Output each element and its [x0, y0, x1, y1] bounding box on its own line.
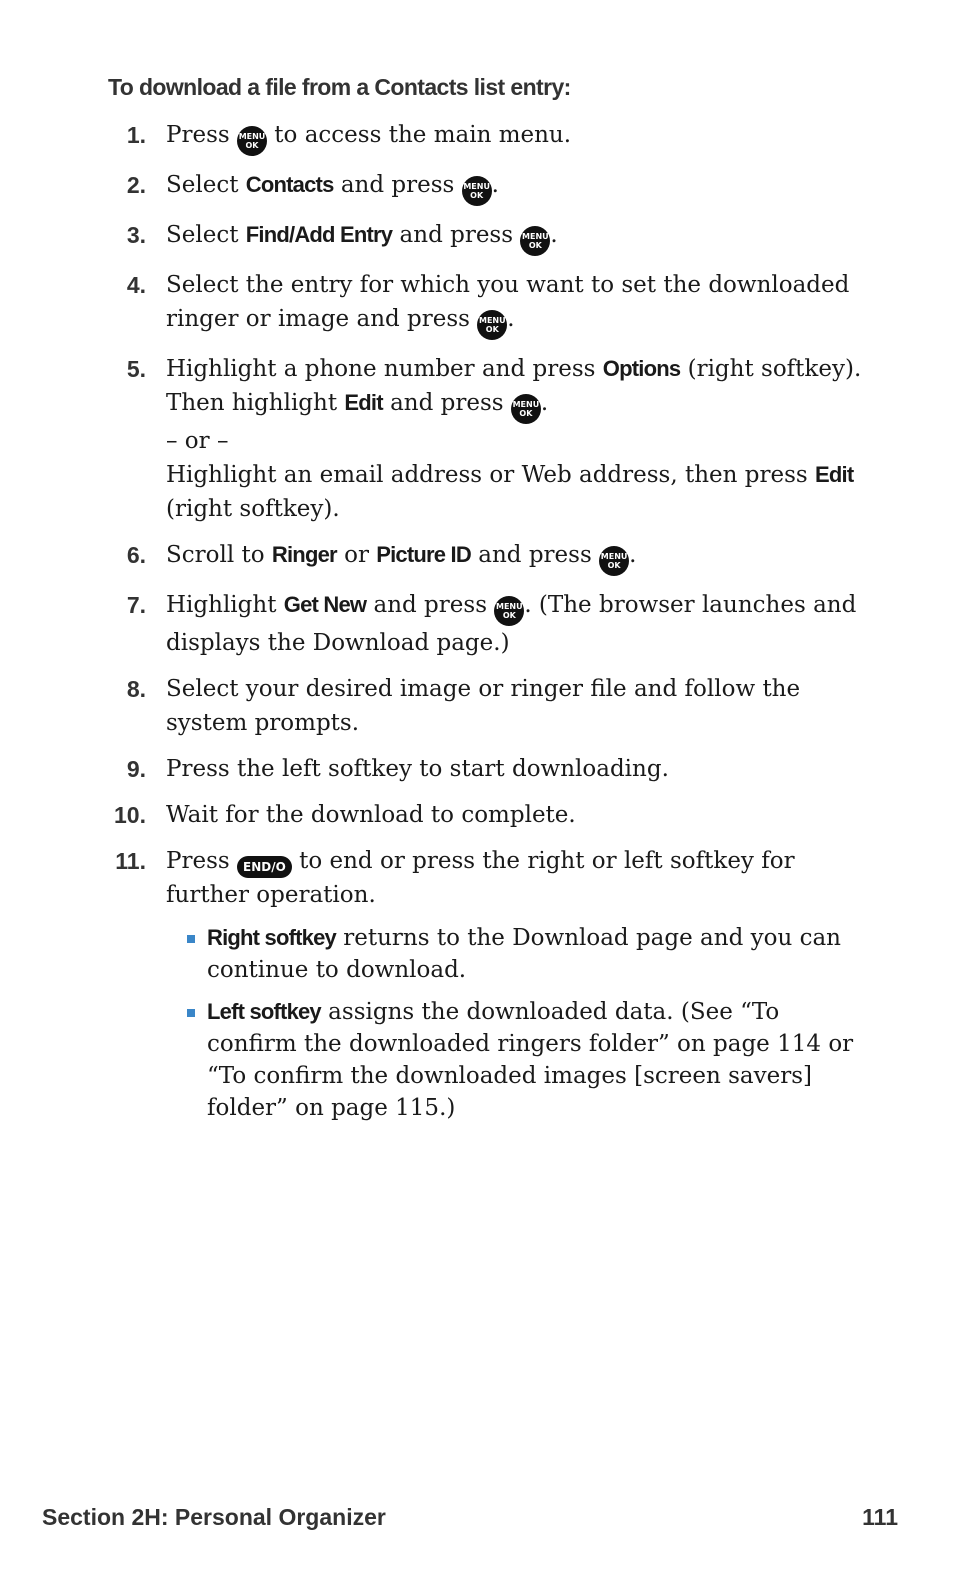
step-text: Wait for the download to complete. — [166, 802, 576, 828]
bullet-item — [166, 996, 868, 1124]
steps-list — [0, 118, 954, 1136]
menu-term: Picture ID — [376, 542, 471, 567]
menu-term: Contacts — [245, 172, 334, 197]
menu-term: Options — [602, 356, 681, 381]
step-text: Highlight — [166, 592, 284, 618]
end-key-icon: END/O — [237, 856, 292, 878]
step-number: 8. — [126, 676, 146, 702]
menu-term: Right softkey — [207, 925, 336, 950]
step-text: Press the left softkey to start downloading. — [166, 756, 669, 782]
step-text: and press — [392, 222, 521, 248]
menu-term: Left softkey — [207, 999, 321, 1024]
menu-ok-key-icon: MENU OK — [511, 394, 541, 424]
step-number: 1. — [126, 122, 146, 148]
menu-ok-key-icon: MENU OK — [599, 546, 629, 576]
bullet-text: returns to the Download page and you can continue to download. — [207, 925, 841, 983]
step-text: Scroll to — [166, 542, 272, 568]
step-text: (right softkey). Then highlight — [166, 356, 862, 416]
menu-term: Edit — [815, 462, 854, 487]
step-number: 11. — [115, 848, 146, 874]
step-number: 9. — [126, 756, 146, 782]
step-number: 3. — [126, 222, 146, 248]
menu-term: Get New — [283, 592, 367, 617]
step-text: to end or press the right or left softkey for further operation. — [166, 848, 795, 908]
step-9 — [0, 752, 954, 786]
step-8 — [0, 672, 954, 740]
bullet-square-icon — [187, 1009, 195, 1017]
menu-ok-key-icon: MENU OK — [520, 226, 550, 256]
step-2: 2. Select Contacts and press MENU OK . — [0, 168, 954, 206]
page-footer — [42, 1504, 898, 1531]
step-text: and press — [382, 390, 511, 416]
step-11 — [0, 844, 954, 1124]
step-7 — [0, 588, 954, 660]
step-text: or — [336, 542, 377, 568]
step-5: 5. Highlight a phone number and press Options (right softkey). Then highlight Edit and press MENU OK . – or – Highlight an email address or Web address, then press Edit (right softkey). — [0, 352, 954, 526]
menu-ok-key-icon: MENU OK — [237, 126, 267, 156]
step-text: to access the main menu. — [267, 122, 572, 148]
menu-ok-key-icon: MENU OK — [462, 176, 492, 206]
step-number: 5. — [126, 356, 146, 382]
step-text: and press — [470, 542, 600, 568]
menu-term: Find/Add Entry — [245, 222, 393, 247]
step-text: Select your desired image or ringer file and follow the system prompts. — [166, 676, 801, 736]
step-6: 6. Scroll to Ringer or Picture ID and press MENU OK . — [0, 538, 954, 576]
step-text: Press — [166, 122, 237, 148]
procedure-heading: To download a file from a Contacts list entry: — [108, 74, 571, 100]
or-separator: – or – — [166, 428, 229, 454]
bullet-text: assigns the downloaded data. (See “To confirm the downloaded ringers folder” on page 114 or “To confirm the downloaded images [screen savers] folder” on page 115.) — [207, 999, 854, 1121]
step-number: 7. — [126, 592, 146, 618]
page-number: 111 — [862, 1504, 898, 1530]
step-1 — [0, 118, 954, 156]
step-text: and press — [366, 592, 495, 618]
step-number: 4. — [126, 272, 146, 298]
step-text: Select — [166, 222, 246, 248]
menu-term: Edit — [344, 390, 383, 415]
bullet-square-icon — [187, 935, 195, 943]
step-text: Select — [166, 172, 246, 198]
step-text: Press — [166, 848, 237, 874]
step-text: Highlight a phone number and press — [166, 356, 603, 382]
step-3: 3. Select Find/Add Entry and press MENU OK . — [0, 218, 954, 256]
menu-ok-key-icon: MENU OK — [477, 310, 507, 340]
step-4: 4. Select the entry for which you want to set the downloaded ringer or image and press MENU OK . — [0, 268, 954, 340]
step-number: 2. — [126, 172, 146, 198]
step-text: Select the entry for which you want to set the downloaded ringer or image and press — [166, 272, 850, 332]
bullet-item — [166, 922, 868, 986]
menu-term: Ringer — [271, 542, 337, 567]
menu-ok-key-icon: MENU OK — [494, 596, 524, 626]
step-text: Highlight an email address or Web address, then press — [166, 462, 816, 488]
step-text: . (The browser launches and displays the Download page.) — [166, 592, 857, 656]
step-10 — [0, 798, 954, 832]
step-text: and press — [333, 172, 462, 198]
step-number: 10. — [114, 802, 146, 828]
step-number: 6. — [126, 542, 146, 568]
section-title: Section 2H: Personal Organizer — [42, 1504, 386, 1530]
step-text: (right softkey). — [166, 496, 340, 522]
